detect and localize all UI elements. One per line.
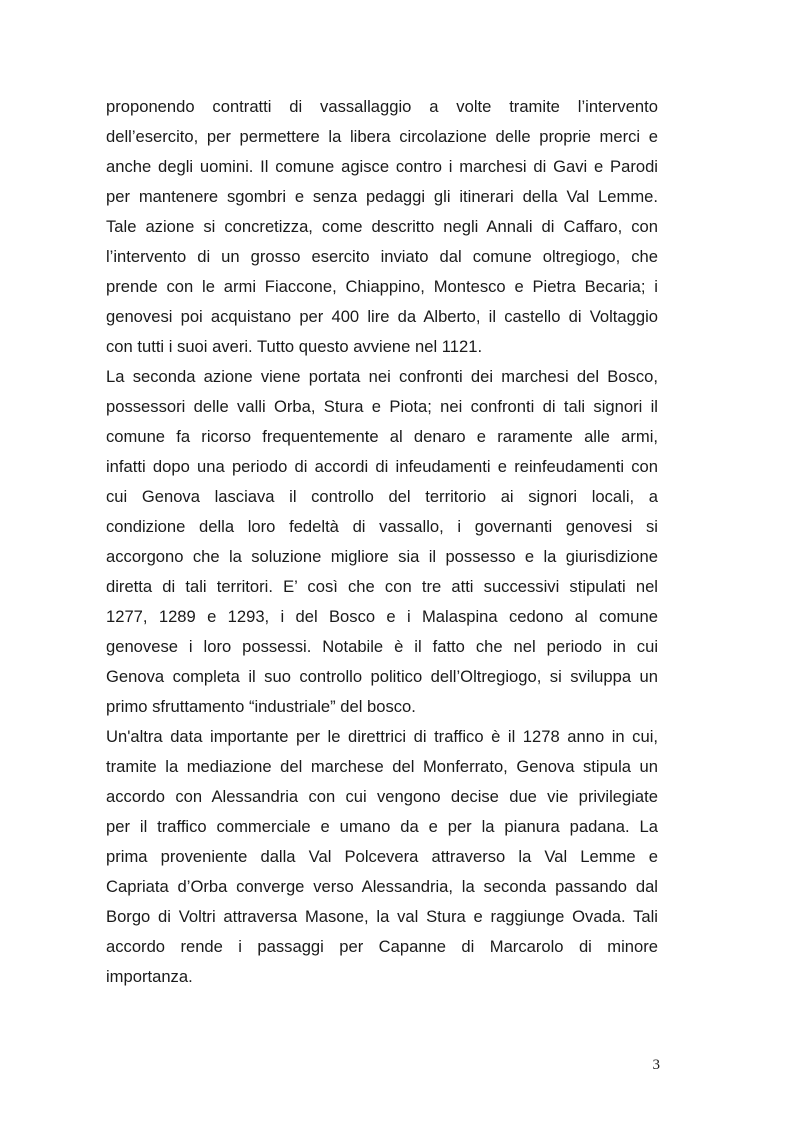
text-line: proponendo contratti di vassallaggio a volte tramite l’intervento [106,97,658,116]
text-line: dell’esercito, per permettere la libera circolazione delle proprie merci e [106,127,658,146]
text-line: anche degli uomini. Il comune agisce contro i marchesi di Gavi e Parodi [106,157,658,176]
text-line: infatti dopo una periodo di accordi di infeudamenti e reinfeudamenti con [106,457,658,476]
text-line: 1277, 1289 e 1293, i del Bosco e i Malaspina cedono al comune [106,607,658,626]
page-number: 3 [652,1057,660,1073]
text-line: per il traffico commerciale e umano da e per la pianura padana. La [106,817,658,836]
text-line: cui Genova lasciava il controllo del territorio ai signori locali, a [106,487,658,506]
text-line: con tutti i suoi averi. Tutto questo avviene nel 1121. [106,337,483,356]
paragraph-1 [106,92,658,362]
text-line: prende con le armi Fiaccone, Chiappino, Montesco e Pietra Becaria; i [106,277,658,296]
text-line: comune fa ricorso frequentemente al denaro e raramente alle armi, [106,427,658,446]
text-line: Genova completa il suo controllo politico dell’Oltregiogo, si sviluppa un [106,667,658,686]
text-line: importanza. [106,967,193,986]
text-line: tramite la mediazione del marchese del Monferrato, Genova stipula un [106,757,658,776]
text-line: accordo rende i passaggi per Capanne di Marcarolo di minore [106,937,658,956]
text-line: possessori delle valli Orba, Stura e Piota; nei confronti di tali signori il [106,397,658,416]
text-line: La seconda azione viene portata nei confronti dei marchesi del Bosco, [106,367,658,386]
text-line: Borgo di Voltri attraversa Masone, la val Stura e raggiunge Ovada. Tali [106,907,658,926]
text-line: genovesi poi acquistano per 400 lire da Alberto, il castello di Voltaggio [106,307,658,326]
text-line: Capriata d’Orba converge verso Alessandria, la seconda passando dal [106,877,658,896]
text-line: diretta di tali territori. E’ così che con tre atti successivi stipulati nel [106,577,658,596]
text-line: accorgono che la soluzione migliore sia il possesso e la giurisdizione [106,547,658,566]
paragraph-2 [106,362,658,722]
text-line: per mantenere sgombri e senza pedaggi gli itinerari della Val Lemme. [106,187,658,206]
paragraph-3 [106,722,658,992]
text-line: prima proveniente dalla Val Polcevera attraverso la Val Lemme e [106,847,658,866]
text-line: condizione della loro fedeltà di vassallo, i governanti genovesi si [106,517,658,536]
text-line: Un'altra data importante per le direttrici di traffico è il 1278 anno in cui, [106,727,658,746]
body-text [106,92,658,992]
text-line: accordo con Alessandria con cui vengono decise due vie privilegiate [106,787,658,806]
text-line: genovese i loro possessi. Notabile è il fatto che nel periodo in cui [106,637,658,656]
text-line: primo sfruttamento “industriale” del bosco. [106,697,416,716]
text-line: Tale azione si concretizza, come descritto negli Annali di Caffaro, con [106,217,658,236]
text-line: l’intervento di un grosso esercito inviato dal comune oltregiogo, che [106,247,658,266]
